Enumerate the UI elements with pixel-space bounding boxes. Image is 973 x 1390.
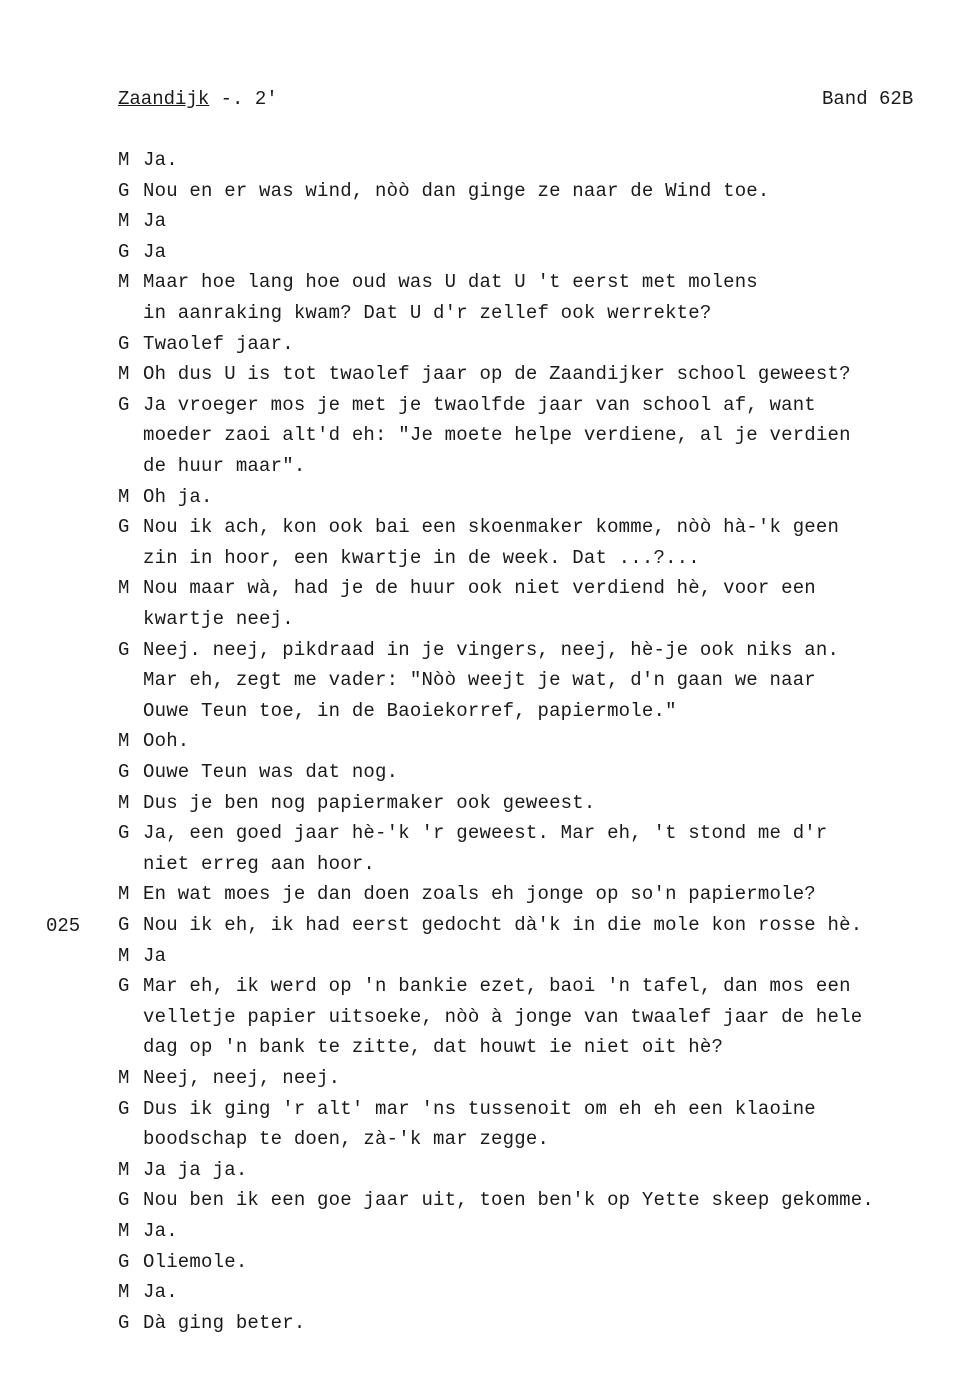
speaker-label: G: [118, 1098, 130, 1120]
speaker-label: G: [118, 394, 130, 416]
speaker-label: M: [118, 1159, 130, 1181]
utterance-line: Nou ik eh, ik had eerst gedocht dà'k in die mole kon rosse hè.: [143, 914, 863, 936]
utterance-line: Twaolef jaar.: [143, 333, 294, 355]
utterance-continuation: kwartje neej.: [143, 608, 294, 630]
speaker-label: G: [118, 180, 130, 202]
speaker-label: G: [118, 516, 130, 538]
speaker-label: M: [118, 730, 130, 752]
speaker-label: M: [118, 577, 130, 599]
utterance-continuation: de huur maar".: [143, 455, 306, 477]
utterance-line: Ja: [143, 210, 167, 232]
utterance-line: Dus ik ging 'r alt' mar 'ns tussenoit om eh eh een klaoine: [143, 1098, 816, 1120]
utterance-line: Ja vroeger mos je met je twaolfde jaar van school af, want: [143, 394, 816, 416]
speaker-label: G: [118, 639, 130, 661]
utterance-line: Neej, neej, neej.: [143, 1067, 341, 1089]
utterance-continuation: boodschap te doen, zà-'k mar zegge.: [143, 1128, 550, 1150]
utterance-line: Neej. neej, pikdraad in je vingers, neej, hè-je ook niks an.: [143, 639, 840, 661]
utterance-line: Dà ging beter.: [143, 1312, 306, 1334]
utterance-line: Ja ja ja.: [143, 1159, 248, 1181]
utterance-line: Ja.: [143, 1220, 178, 1242]
utterance-line: Maar hoe lang hoe oud was U dat U 't eerst met molens: [143, 271, 758, 293]
utterance-line: Ja, een goed jaar hè-'k 'r geweest. Mar eh, 't stond me d'r: [143, 822, 828, 844]
utterance-line: Ja: [143, 241, 167, 263]
speaker-label: M: [118, 271, 130, 293]
utterance-line: Oh dus U is tot twaolef jaar op de Zaandijker school geweest?: [143, 363, 851, 385]
speaker-label: M: [118, 1281, 130, 1303]
sheet-number: -. 2': [220, 88, 278, 110]
speaker-label: G: [118, 241, 130, 263]
speaker-label: G: [118, 761, 130, 783]
speaker-label: G: [118, 1251, 130, 1273]
utterance-line: Ja.: [143, 1281, 178, 1303]
speaker-label: M: [118, 1067, 130, 1089]
speaker-label: M: [118, 883, 130, 905]
speaker-label: M: [118, 945, 130, 967]
speaker-label: G: [118, 822, 130, 844]
speaker-label: G: [118, 914, 130, 936]
utterance-line: Oliemole.: [143, 1251, 248, 1273]
speaker-label: G: [118, 333, 130, 355]
utterance-line: Nou en er was wind, nòò dan ginge ze naar de Wind toe.: [143, 180, 770, 202]
speaker-label: M: [118, 210, 130, 232]
utterance-line: Oh ja.: [143, 486, 213, 508]
utterance-continuation: velletje papier uitsoeke, nòò à jonge van twaalef jaar de hele: [143, 1006, 863, 1028]
speaker-label: G: [118, 975, 130, 997]
utterance-continuation: moeder zaoi alt'd eh: "Je moete helpe verdiene, al je verdien: [143, 424, 851, 446]
utterance-line: En wat moes je dan doen zoals eh jonge op so'n papiermole?: [143, 883, 816, 905]
utterance-line: Nou ben ik een goe jaar uit, toen ben'k op Yette skeep gekomme.: [143, 1189, 874, 1211]
header-place: [118, 88, 278, 110]
utterance-line: Mar eh, ik werd op 'n bankie ezet, baoi 'n tafel, dan mos een: [143, 975, 851, 997]
utterance-continuation: niet erreg aan hoor.: [143, 853, 376, 875]
utterance-line: Ouwe Teun was dat nog.: [143, 761, 399, 783]
utterance-line: Nou ik ach, kon ook bai een skoenmaker komme, nòò hà-'k geen: [143, 516, 840, 538]
tape-label: Band 62B: [822, 88, 914, 110]
margin-counter: 025: [46, 915, 81, 937]
speaker-label: G: [118, 1189, 130, 1211]
speaker-label: M: [118, 486, 130, 508]
utterance-line: Ja.: [143, 149, 178, 171]
utterance-continuation: dag op 'n bank te zitte, dat houwt ie niet oit hè?: [143, 1036, 724, 1058]
utterance-continuation: Ouwe Teun toe, in de Baoiekorref, papiermole.": [143, 700, 677, 722]
speaker-label: M: [118, 363, 130, 385]
utterance-line: Nou maar wà, had je de huur ook niet verdiend hè, voor een: [143, 577, 816, 599]
speaker-label: M: [118, 149, 130, 171]
utterance-continuation: zin in hoor, een kwartje in de week. Dat ...?...: [143, 547, 700, 569]
utterance-line: Ooh.: [143, 730, 190, 752]
utterance-line: Dus je ben nog papiermaker ook geweest.: [143, 792, 596, 814]
place-name: Zaandijk: [118, 88, 210, 110]
utterance-continuation: in aanraking kwam? Dat U d'r zellef ook werrekte?: [143, 302, 712, 324]
speaker-label: G: [118, 1312, 130, 1334]
speaker-label: M: [118, 1220, 130, 1242]
utterance-continuation: Mar eh, zegt me vader: "Nòò weejt je wat, d'n gaan we naar: [143, 669, 816, 691]
speaker-label: M: [118, 792, 130, 814]
utterance-line: Ja: [143, 945, 167, 967]
